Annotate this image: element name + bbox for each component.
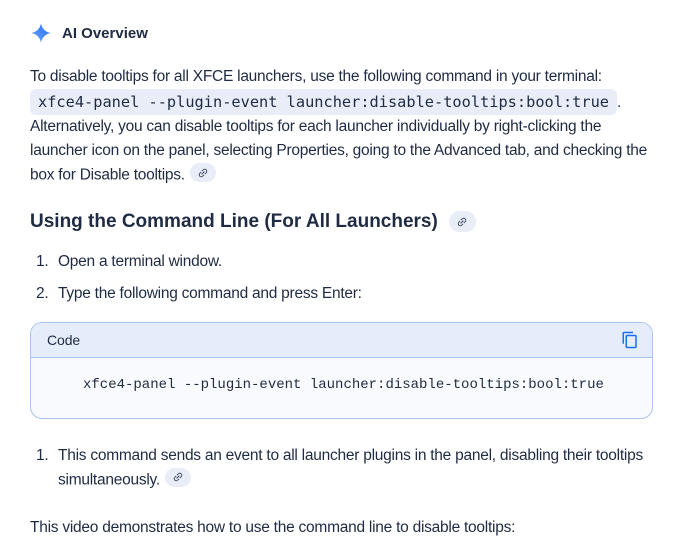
- code-block: [30, 322, 653, 419]
- note-source-link-button[interactable]: [165, 468, 191, 487]
- list-item: [30, 444, 653, 493]
- intro-text-before: To disable tooltips for all XFCE launchers, use the following command in your terminal:: [30, 68, 602, 85]
- copy-code-button[interactable]: [618, 328, 642, 352]
- link-icon: [172, 471, 184, 483]
- heading-source-link-button[interactable]: [449, 211, 476, 232]
- ai-sparkle-icon: [30, 22, 52, 44]
- ai-overview-title: AI Overview: [62, 24, 148, 42]
- footer-text: This video demonstrates how to use the command line to disable tooltips:: [30, 519, 516, 536]
- list-item: [30, 250, 653, 274]
- ai-overview-header: [30, 22, 653, 44]
- link-icon: [456, 216, 468, 228]
- code-block-label: Code: [47, 331, 81, 348]
- list-item-number: 1.: [36, 252, 49, 270]
- list-item-text: Open a terminal window.: [58, 252, 222, 270]
- copy-icon: [621, 331, 639, 349]
- intro-paragraph: [30, 65, 653, 188]
- section-heading-row: [30, 211, 653, 233]
- code-block-content: [31, 358, 652, 418]
- steps-list: [30, 250, 653, 306]
- list-item-text: This command sends an event to all launcher plugins in the panel, disabling their tooltips simultaneously.: [58, 446, 643, 488]
- code-block-header: [31, 323, 652, 358]
- list-item-number: 1.: [36, 446, 49, 464]
- code-text: xfce4-panel --plugin-event launcher:disable-tooltips:bool:true: [83, 376, 604, 393]
- list-item-body: [58, 444, 653, 493]
- intro-source-link-button[interactable]: [190, 163, 216, 182]
- list-item-number: 2.: [36, 284, 49, 302]
- link-icon: [197, 167, 209, 179]
- list-item-text: Type the following command and press Enter:: [58, 284, 362, 302]
- inline-code-chip: xfce4-panel --plugin-event launcher:disable-tooltips:bool:true: [30, 89, 617, 115]
- notes-list: [30, 444, 653, 493]
- intro-text-after: . Alternatively, you can disable tooltips for each launcher individually by right-clicking the launcher icon on the panel, selecting Properties, going to the Advanced tab, and checking the box for Disable tooltips.: [30, 94, 647, 184]
- section-heading-text: Using the Command Line (For All Launchers): [30, 210, 438, 232]
- list-item: [30, 282, 653, 306]
